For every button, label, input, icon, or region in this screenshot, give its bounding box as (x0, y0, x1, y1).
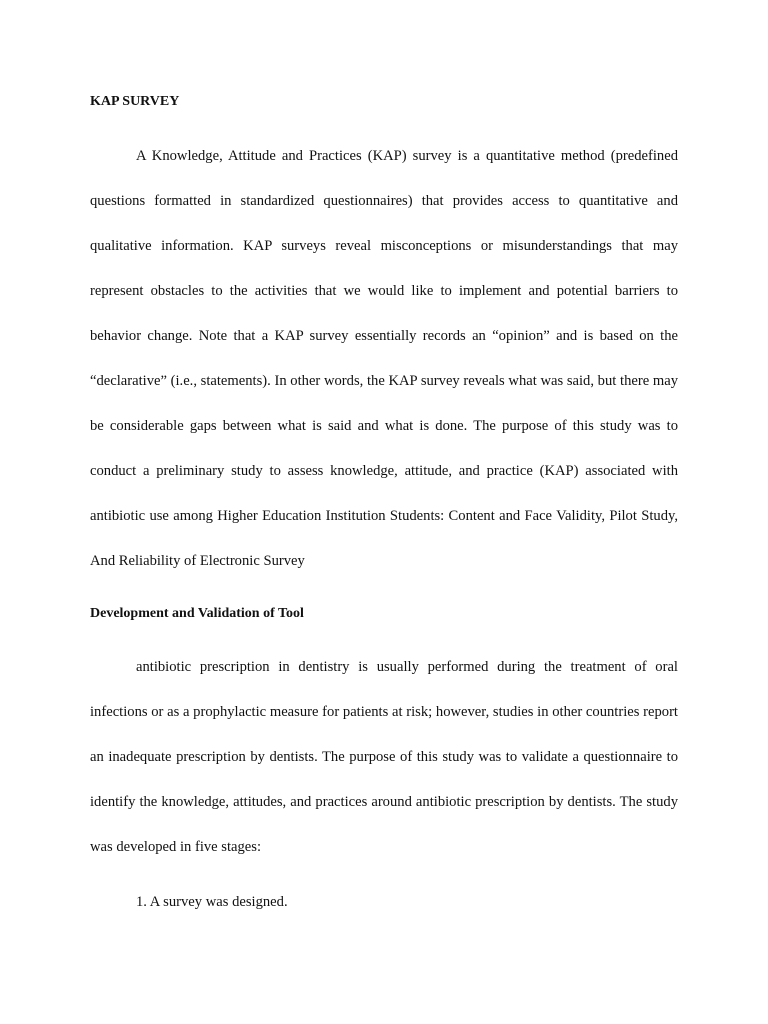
list-item-text: A survey was designed. (149, 894, 288, 910)
document-title: KAP SURVEY (90, 94, 180, 109)
list-item-number: 1. (136, 894, 147, 910)
list-item (136, 890, 288, 914)
development-paragraph: antibiotic prescription in dentistry is usually performed during the treatment of oral infections or as a prophylactic measure for patients at risk; however, studies in other countries report an inadequate prescription by dentists. The purpose of this study was to validate a questionnaire to identify the knowledge, attitudes, and practices around antibiotic prescription by dentists. The study was developed in five stages: (90, 659, 678, 855)
kap-survey-paragraph: A Knowledge, Attitude and Practices (KAP) survey is a quantitative method (predefined questions formatted in standardized questionnaires) that provides access to quantitative and qualitative information. KAP surveys reveal misconceptions or misunderstandings that may represent obstacles to the activities that we would like to implement and potential barriers to behavior change. Note that a KAP survey essentially records an “opinion” and is based on the “declarative” (i.e., statements). In other words, the KAP survey reveals what was said, but there may be considerable gaps between what is said and what is done. The purpose of this study was to conduct a preliminary study to assess knowledge, attitude, and practice (KAP) associated with antibiotic use among Higher Education Institution Students: Content and Face Validity, Pilot Study, And Reliability of Electronic Survey (90, 148, 678, 569)
section-heading: Development and Validation of Tool (90, 606, 304, 621)
